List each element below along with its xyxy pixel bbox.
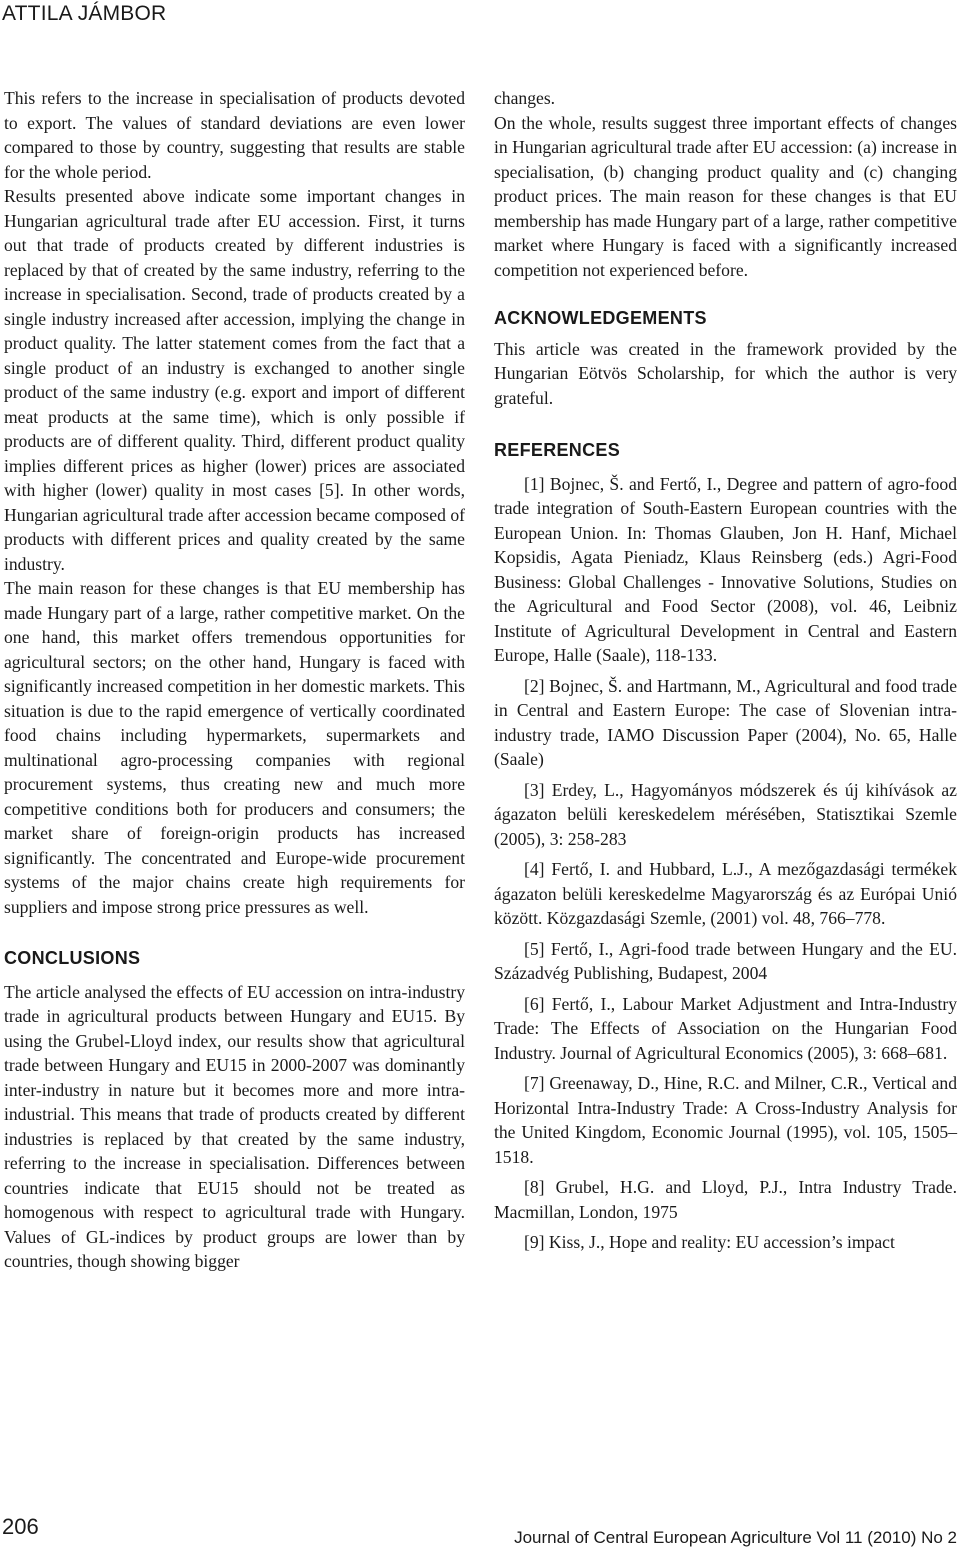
- acknowledgements-heading: ACKNOWLEDGEMENTS: [494, 308, 707, 328]
- reference-item: [7] Greenaway, D., Hine, R.C. and Milner, C.R., Vertical and Horizontal Intra-Industry Trade: A Cross-Industry Analysis for the United Kingdom, Economic Journal (1995), vol. 105, 1505– 1518.: [494, 1073, 957, 1167]
- reference-item: [3] Erdey, L., Hagyományos módszerek és új kihívások az ágazaton belüli kereskedelem mérésében, Statisztikai Szemle (2005), 3: 258-283: [494, 779, 957, 849]
- running-header-author: ATTILA JÁMBOR: [2, 2, 167, 25]
- body-paragraph: Results presented above indicate some important changes in Hungarian agricultural trade after EU accession. First, it turns out that trade of products created by different industries is replaced by that of created by the same industry, referring to the increase in specialisation. Second, trade of products created by a single industry increased after accession, implying the change in product quality. The latter statement comes from the fact that a single product of an industry is exchanged to another single product of the same industry (e.g. export and import of different meat products at the same time), which is only possible if products are of different quality. Third, different product quality implies different prices as higher (lower) prices are associated with higher (lower) quality in most cases [5]. In other words, Hungarian agricultural trade after accession became composed of products with different prices and quality created by the same industry.: [4, 186, 465, 574]
- page-number: 206: [2, 1514, 39, 1539]
- reference-item: [4] Fertő, I. and Hubbard, L.J., A mezőgazdasági termékek ágazaton belüli kereskedelme Magyarország és az Európai Unió között. Közgazdasági Szemle, (2001) vol. 48, 766–778.: [494, 859, 957, 928]
- reference-item: [9] Kiss, J., Hope and reality: EU accession’s impact: [524, 1232, 895, 1252]
- reference-item: [6] Fertő, I., Labour Market Adjustment and Intra-Industry Trade: The Effects of Association on the Hungarian Food Industry. Journal of Agricultural Economics (2005), 3: 668–681.: [494, 993, 957, 1063]
- summary-paragraph: On the whole, results suggest three important effects of changes in Hungarian agricultural trade after EU accession: (a) increase in specialisation, (b) changing product quality and (c) changing product prices. The main reason for these changes is that EU membership has made Hungary part of a large, rather competitive market where Hungary is faced with a significantly increased competition not experienced before.: [494, 112, 957, 280]
- body-paragraph: The main reason for these changes is that EU membership has made Hungary part of a large, rather competitive market. On the one hand, this market offers tremendous opportunities for agricultural sectors; on the other hand, Hungary is faced with significantly increased competition in her domestic markets. This situation is due to the rapid emergence of vertically coordinated food chains including hypermarkets, supermarkets and multinational agro-processing companies with regional procurement systems, thus creating new and much more competitive conditions both for producers and consumers; the market share of foreign-origin products has increased significantly. The concentrated and Europe-wide procurement systems of the major chains create high requirements for suppliers and impose strong price pressures as well.: [4, 578, 465, 917]
- continuation-text: changes.: [494, 88, 556, 108]
- acknowledgements-paragraph: This article was created in the framework provided by the Hungarian Eötvös Scholarship, for which the author is very grateful.: [494, 338, 957, 408]
- journal-footer: Journal of Central European Agriculture Vol 11 (2010) No 2: [514, 1528, 957, 1547]
- left-column: [4, 86, 465, 1274]
- reference-item: [1] Bojnec, Š. and Fertő, I., Degree and pattern of agro-food trade integration of South-Eastern European countries with the European Union. In: Thomas Glauben, Jon H. Hanf, Michael Kopsidis, Agata Pieniadz, Klaus Reinsberg (eds.) Agri-Food Business: Global Challenges - Innovative Solutions, Studies on the Agricultural and Food Sector (2008), vol. 46, Leibniz Institute of Agricultural Development in Central and Eastern Europe, Halle (Saale), 118-133.: [494, 473, 957, 665]
- references-heading: REFERENCES: [494, 440, 621, 460]
- body-paragraph: This refers to the increase in specialisation of products devoted to export. The values of standard deviations are even lower compared to those by country, suggesting that results are stable for the whole period.: [4, 88, 465, 182]
- conclusions-paragraph: The article analysed the effects of EU accession on intra-industry trade in agricultural products between Hungary and EU15. By using the Grubel-Lloyd index, our results show that agricultural trade between Hungary and EU15 in 2000-2007 was dominantly inter-industry in nature but it becomes more and more intra-industrial. This means that trade of products created by different industries is replaced by that created by the same industry, referring to the increase in specialisation. Differences between countries indicate that EU15 should not be treated as homogenous with respect to agricultural trade with Hungary. Values of GL-indices by product groups are lower than by countries, though showing bigger: [4, 981, 465, 1271]
- reference-item: [8] Grubel, H.G. and Lloyd, P.J., Intra Industry Trade. Macmillan, London, 1975: [494, 1177, 957, 1222]
- reference-item: [2] Bojnec, Š. and Hartmann, M., Agricultural and food trade in Central and Eastern Europe: The case of Slovenian intra-industry trade, IAMO Discussion Paper (2004), No. 65, Halle (Saale): [494, 675, 957, 769]
- right-column: [494, 86, 957, 1261]
- reference-item: [5] Fertő, I., Agri-food trade between Hungary and the EU. Századvég Publishing, Budapest, 2004: [494, 938, 957, 983]
- conclusions-heading: CONCLUSIONS: [4, 948, 141, 968]
